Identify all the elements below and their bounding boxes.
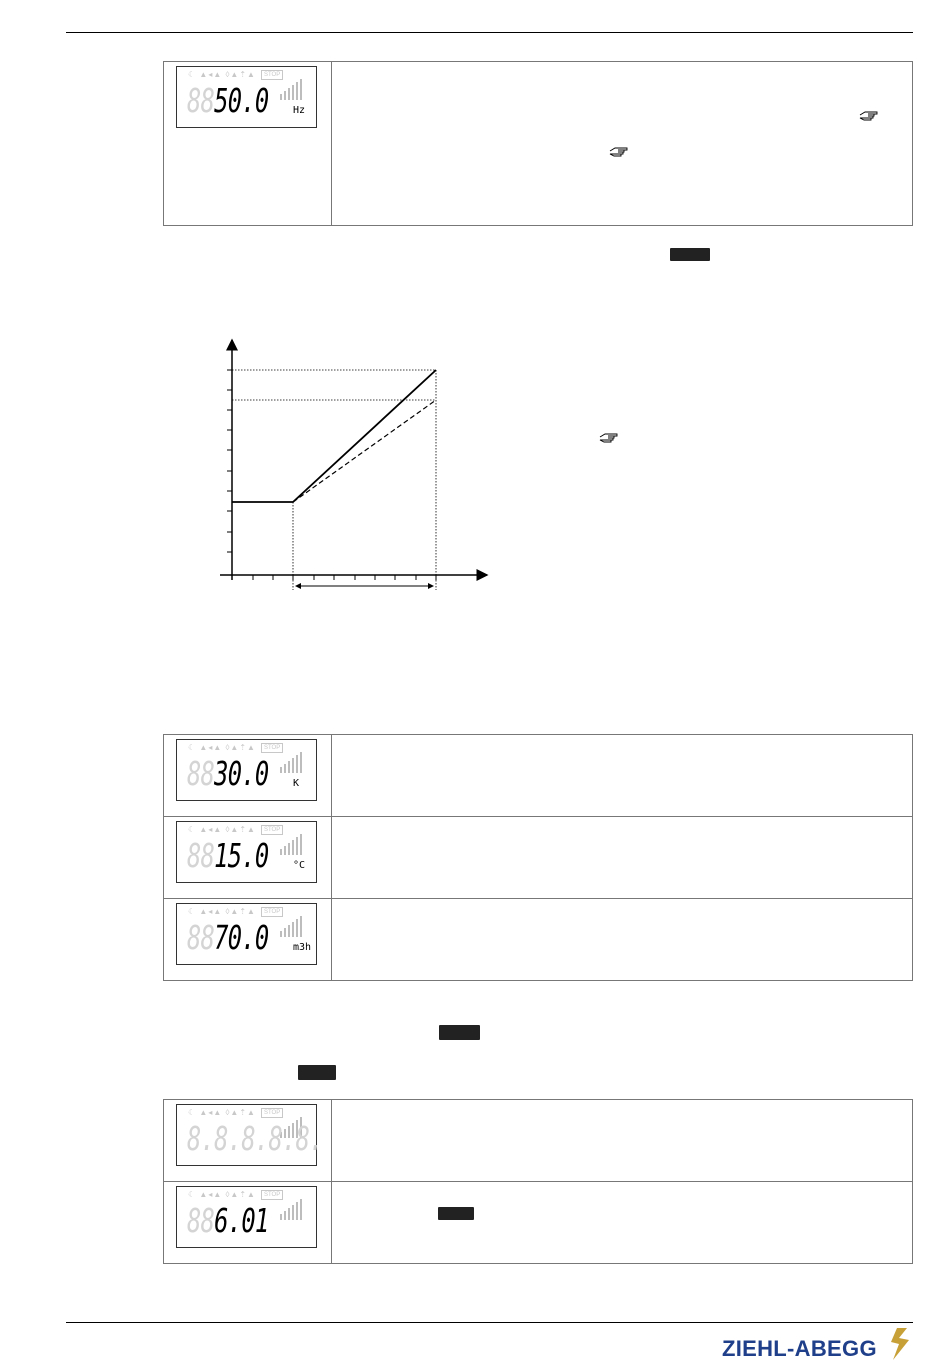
table-row xyxy=(164,735,913,817)
lcd-status-icons: ☾ ▲◂▲ ◊▲⇡▲ xyxy=(188,1190,256,1199)
lcd-display xyxy=(176,1186,317,1248)
lcd-unit: Hz xyxy=(293,105,306,116)
table-row xyxy=(164,817,913,899)
middle-parameter-table xyxy=(163,734,913,981)
guide-lines xyxy=(232,370,436,590)
lcd-cell xyxy=(164,1100,332,1182)
lcd-unit: m3h xyxy=(293,942,312,953)
description-cell xyxy=(332,735,913,817)
lcd-cell xyxy=(164,62,332,226)
lcd-display xyxy=(176,903,317,965)
lcd-display xyxy=(176,66,317,128)
lcd-digits: 70.0 xyxy=(214,918,269,957)
table-row xyxy=(164,899,913,981)
hand-pointer-icon xyxy=(599,432,619,444)
lcd-status-icons: ☾ ▲◂▲ ◊▲⇡▲ xyxy=(188,70,256,79)
hand-pointer-icon xyxy=(609,146,629,158)
characteristic-dashed-line xyxy=(293,400,436,502)
lcd-cell xyxy=(164,1182,332,1264)
lcd-digits: 15.0 xyxy=(214,836,269,875)
lcd-stop-indicator: STOP xyxy=(261,1190,283,1200)
lcd-ghost-digits: 88 xyxy=(187,836,215,875)
lcd-unit: K xyxy=(293,778,300,789)
lcd-digits: 8.8.8.8.8. xyxy=(187,1119,323,1158)
characteristic-curve-diagram xyxy=(205,328,495,598)
table-row xyxy=(164,62,913,226)
lcd-ghost-digits: 88 xyxy=(187,1201,215,1240)
table-row xyxy=(164,1100,913,1182)
lcd-digits: 6.01 xyxy=(214,1201,269,1240)
lcd-digits: 50.0 xyxy=(214,81,269,120)
table-row xyxy=(164,1182,913,1264)
lcd-unit: °C xyxy=(293,860,306,871)
description-cell xyxy=(332,62,913,226)
hand-pointer-icon xyxy=(859,110,879,122)
lcd-status-icons: ☾ ▲◂▲ ◊▲⇡▲ xyxy=(188,1108,256,1117)
lcd-display xyxy=(176,739,317,801)
logo-mark-icon xyxy=(887,1326,915,1362)
lcd-cell xyxy=(164,817,332,899)
key-button-icon xyxy=(438,1207,474,1220)
lcd-value xyxy=(187,1201,269,1240)
lcd-stop-indicator: STOP xyxy=(261,825,283,835)
lcd-value xyxy=(187,81,269,120)
key-button-icon xyxy=(439,1025,480,1040)
characteristic-solid-line xyxy=(232,370,436,502)
lcd-digits: 30.0 xyxy=(214,754,269,793)
lcd-value xyxy=(187,754,269,793)
lcd-ghost-digits: 88 xyxy=(187,81,215,120)
signal-bars-icon xyxy=(280,833,306,855)
lcd-display xyxy=(176,1104,323,1166)
lcd-stop-indicator: STOP xyxy=(261,907,283,917)
lcd-status-icons: ☾ ▲◂▲ ◊▲⇡▲ xyxy=(188,743,256,752)
key-button-icon xyxy=(298,1065,336,1080)
lcd-value xyxy=(187,836,269,875)
signal-bars-icon xyxy=(280,78,306,100)
lcd-stop-indicator: STOP xyxy=(261,743,283,753)
signal-bars-icon xyxy=(280,1198,306,1220)
lcd-status-icons: ☾ ▲◂▲ ◊▲⇡▲ xyxy=(188,907,256,916)
lcd-ghost-digits: 88 xyxy=(187,754,215,793)
description-cell xyxy=(332,1100,913,1182)
lcd-display xyxy=(176,821,317,883)
lcd-stop-indicator: STOP xyxy=(261,1108,283,1118)
lcd-cell xyxy=(164,735,332,817)
top-parameter-table xyxy=(163,61,913,226)
bottom-parameter-table xyxy=(163,1099,913,1264)
signal-bars-icon xyxy=(280,915,306,937)
brand-name: ZIEHL-ABEGG xyxy=(722,1336,877,1361)
lcd-cell xyxy=(164,899,332,981)
description-cell xyxy=(332,1182,913,1264)
description-cell xyxy=(332,899,913,981)
lcd-value xyxy=(187,918,269,957)
lcd-stop-indicator: STOP xyxy=(261,70,283,80)
lcd-ghost-digits: 88 xyxy=(187,918,215,957)
signal-bars-icon xyxy=(280,751,306,773)
header-rule xyxy=(66,32,913,33)
lcd-value xyxy=(187,1119,323,1158)
company-logo xyxy=(722,1322,922,1366)
description-cell xyxy=(332,817,913,899)
key-button-icon xyxy=(670,248,710,261)
lcd-status-icons: ☾ ▲◂▲ ◊▲⇡▲ xyxy=(188,825,256,834)
